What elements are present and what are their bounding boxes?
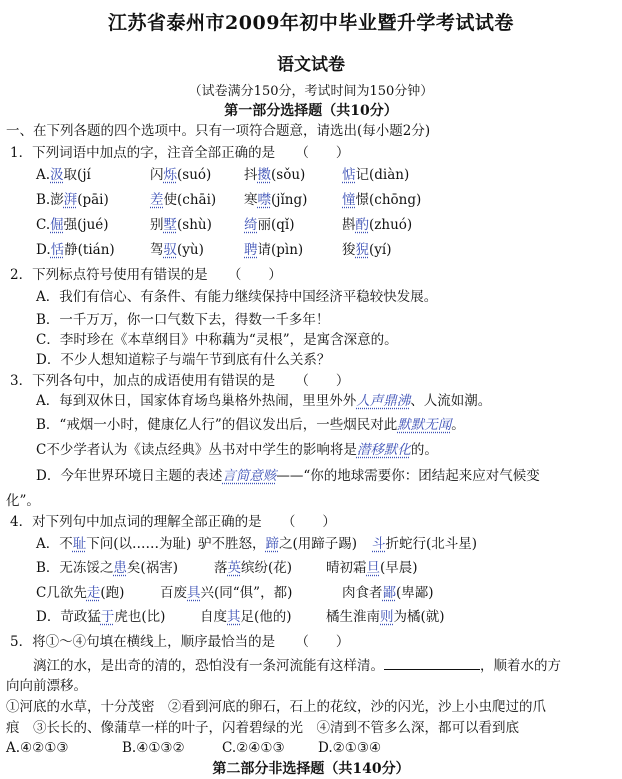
q1-c-1: C.倔强(jué) xyxy=(36,217,109,233)
q4-d-2: 自度其足(他的) xyxy=(200,609,292,625)
q5-passage-1: 漓江的水，是出奇的清的，恐怕没有一条河流能有这样清。 ，顺着水的方 xyxy=(6,655,561,676)
subject-title: 语文试卷 xyxy=(277,55,345,75)
q4-a-3: 斗折蛇行(北斗星) xyxy=(372,536,478,552)
q4-a-2: 驴不胜怒，蹄之(用蹄子踢) xyxy=(198,536,358,552)
exam-info: （试卷满分150分，考试时间为150分钟） xyxy=(188,84,434,99)
q4-c-3: 肉食者鄙(卑鄙) xyxy=(342,585,434,601)
q4-d-1: D．苛政猛于虎也(比) xyxy=(36,609,166,625)
q3-option-b: B．“戒烟一小时，健康亿人行”的倡议发出后，一些烟民对此默默无闻。 xyxy=(36,417,465,433)
answer-blank xyxy=(384,655,480,670)
q5-option-d: D.②①③④ xyxy=(318,740,382,756)
q5-option-c: C.②④①③ xyxy=(222,740,285,756)
q1-b-2: 差使(chāi) xyxy=(150,192,217,208)
q4-b-3: 晴初霜旦(早晨) xyxy=(326,560,418,576)
part2-title: 第二部分非选择题（共140分） xyxy=(212,761,410,777)
q4-b-1: B．无冻馁之患矣(祸害) xyxy=(36,560,178,576)
q5-option-a: A.④②①③ xyxy=(6,740,69,756)
q3-option-d: D．今年世界环境日主题的表述言简意赅——“你的地球需要你：团结起来应对气候变 xyxy=(36,468,540,484)
q1-a-3: 抖擞(sǒu) xyxy=(244,167,306,183)
q3-option-a: A．每到双休日，国家体育场鸟巢格外热闹，里里外外人声鼎沸、人流如潮。 xyxy=(36,393,492,409)
q5-stem: 5．将①～④句填在横线上，顺序最恰当的是 （ ） xyxy=(10,634,350,650)
q2-option-d: D．不少人想知道粽子与端午节到底有什么关系？ xyxy=(36,352,331,368)
part1-title: 第一部分选择题（共10分） xyxy=(224,103,398,119)
q1-d-2: 驾驭(yù) xyxy=(150,242,204,258)
q1-a-2: 闪烁(suó) xyxy=(150,167,212,183)
q3-option-d-cont: 化”。 xyxy=(6,493,40,509)
q4-b-2: 落英缤纷(花) xyxy=(214,560,293,576)
q3-option-c: C不少学者认为《读点经典》丛书对中学生的影响将是潜移默化的。 xyxy=(36,442,438,458)
q4-stem: 4．对下列句中加点词的理解全部正确的是 （ ） xyxy=(10,514,336,530)
q3-stem: 3．下列各句中，加点的成语使用有错误的是 （ ） xyxy=(10,373,350,389)
q5-sentences-2: 痕 ③长长的、像蒲草一样的叶子，闪着碧绿的光 ④清到不管多么深，都可以看到底 xyxy=(6,720,519,736)
q2-option-a: A．我们有信心、有条件、有能力继续保持中国经济平稳较快发展。 xyxy=(36,289,438,305)
q1-stem: 1．下列词语中加点的字，注音全部正确的是 （ ） xyxy=(10,145,350,161)
q1-d-1: D.恬静(tián) xyxy=(36,242,115,258)
q2-option-c: C．李时珍在《本草纲目》中称藕为“灵根”，是寓含深意的。 xyxy=(36,332,398,348)
q5-sentences-1: ①河底的水草，十分茂密 ②看到河底的卵石，石上的花纹，沙的闪光，沙上小虫爬过的爪 xyxy=(6,699,546,715)
q1-c-3: 绮丽(qǐ) xyxy=(244,217,295,233)
q1-b-1: B.澎湃(pāi) xyxy=(36,192,109,208)
q5-passage-2: 向向前漂移。 xyxy=(6,678,87,694)
q4-c-1: C几欲先走(跑) xyxy=(36,585,125,601)
q1-d-4: 狻猊(yí) xyxy=(342,242,392,258)
q1-c-4: 斟酌(zhuó) xyxy=(342,217,413,233)
q1-d-3: 聘请(pìn) xyxy=(244,242,304,258)
q4-c-2: 百废具兴(同“俱”，都) xyxy=(160,585,293,601)
q5-option-b: B.④①③② xyxy=(122,740,185,756)
q1-b-3: 寒噤(jǐng) xyxy=(244,192,308,208)
q1-a-1: A.汲取(jí xyxy=(36,167,91,183)
q1-c-2: 别墅(shù) xyxy=(150,217,212,233)
q1-b-4: 憧憬(chōng) xyxy=(342,192,422,208)
q4-a-1: A．不耻下问(以……为耻) xyxy=(36,536,192,552)
q4-d-3: 橘生淮南则为橘(就) xyxy=(326,609,445,625)
q1-a-4: 惦记(diàn) xyxy=(342,167,410,183)
q2-stem: 2．下列标点符号使用有错误的是 （ ） xyxy=(10,267,282,283)
q2-option-b: B．一千万万，你一口气数下去，得数一千多年！ xyxy=(36,312,330,328)
exam-title: 江苏省泰州市2009年初中毕业暨升学考试试卷 xyxy=(108,12,514,34)
part1-instruction: 一、在下列各题的四个选项中。只有一项符合题意，请选出(每小题2分) xyxy=(6,123,431,139)
